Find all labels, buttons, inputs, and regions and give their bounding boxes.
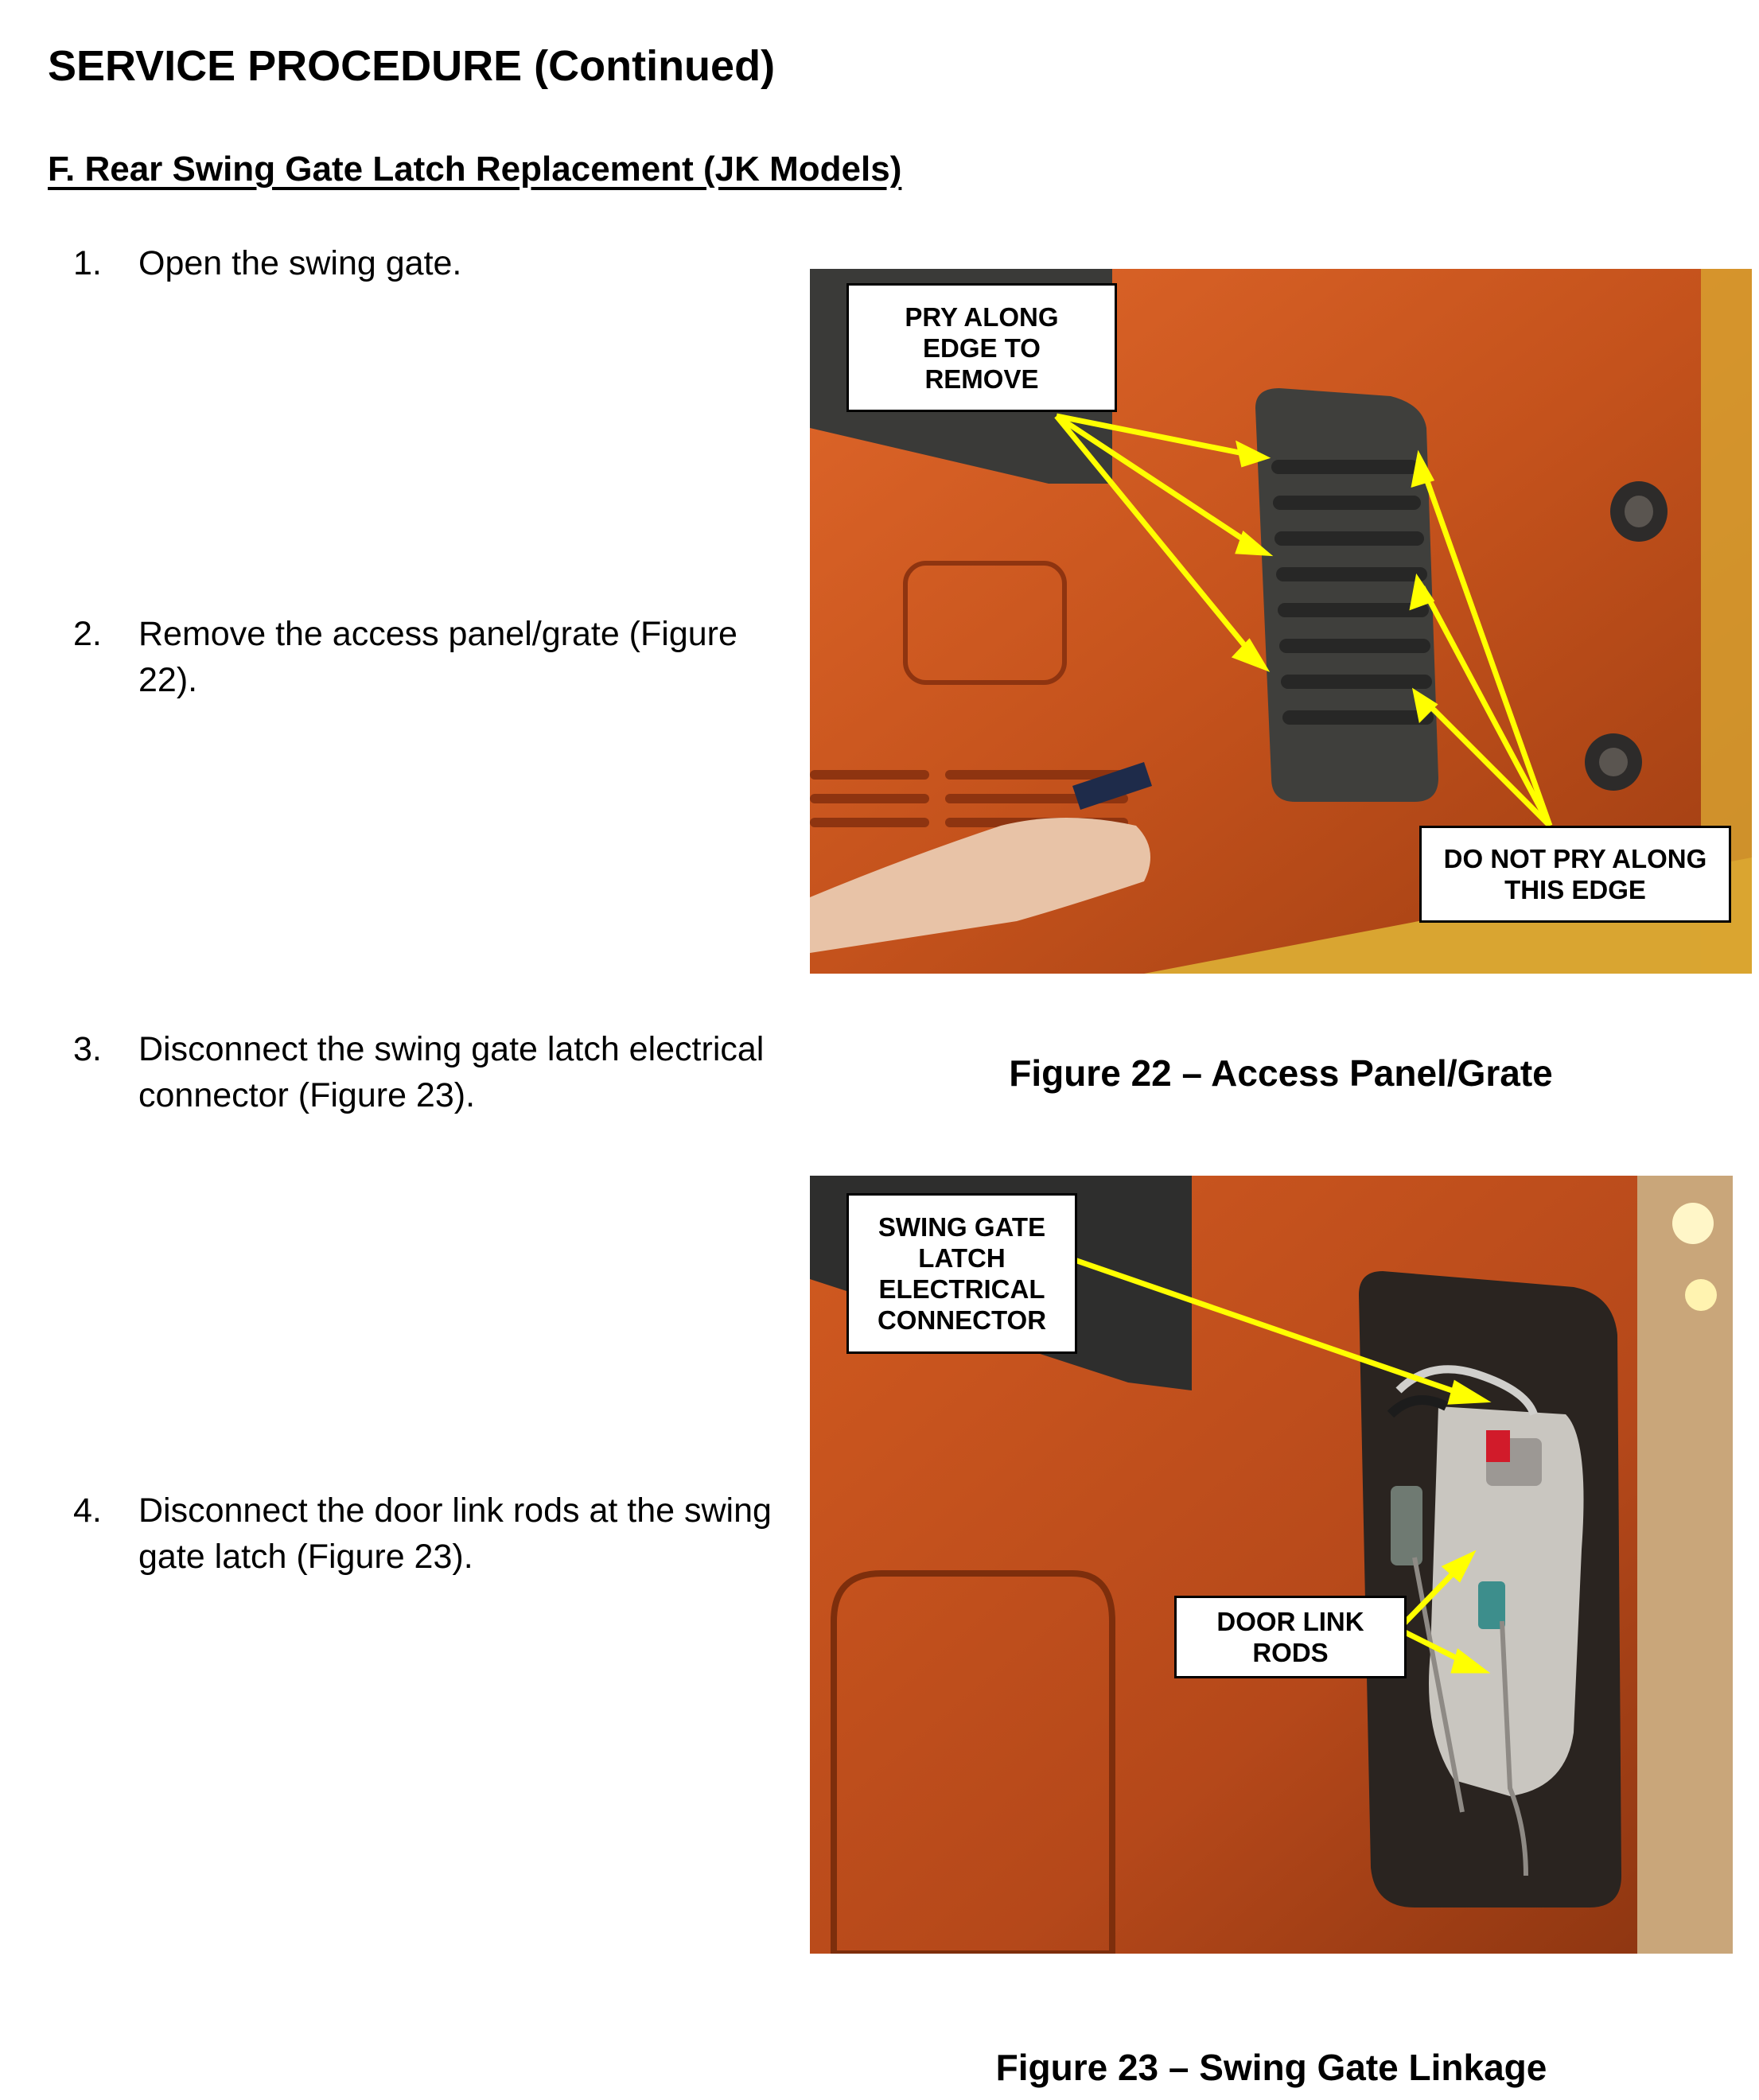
step-number: 3. xyxy=(73,1030,102,1068)
section-title: F. Rear Swing Gate Latch Replacement (JK Models) xyxy=(48,150,902,189)
step-text: Disconnect the swing gate latch electrical connector (Figure 23). xyxy=(138,1030,765,1114)
figure-22-photo xyxy=(810,269,1752,974)
figure-23-caption: Figure 23 – Swing Gate Linkage xyxy=(995,2047,1547,2088)
callout-door-link-rods: DOOR LINK RODS xyxy=(1174,1596,1407,1678)
step-number: 2. xyxy=(73,615,102,653)
figure-22-caption: Figure 22 – Access Panel/Grate xyxy=(1009,1052,1553,1094)
figure-23-photo xyxy=(810,1176,1733,1954)
callout-do-not-pry: DO NOT PRY ALONG THIS EDGE xyxy=(1419,826,1731,923)
step-number: 4. xyxy=(73,1491,102,1530)
callout-pry-along-edge: PRY ALONG EDGE TO REMOVE xyxy=(846,283,1117,412)
step-text: Open the swing gate. xyxy=(138,244,462,282)
step-number: 1. xyxy=(73,244,102,282)
callout-electrical-connector: SWING GATE LATCH ELECTRICAL CONNECTOR xyxy=(846,1193,1077,1354)
step-text: Remove the access panel/grate (Figure 22). xyxy=(138,615,737,699)
page-title: SERVICE PROCEDURE (Continued) xyxy=(48,42,776,90)
step-text: Disconnect the door link rods at the swing gate latch (Figure 23). xyxy=(138,1491,772,1576)
